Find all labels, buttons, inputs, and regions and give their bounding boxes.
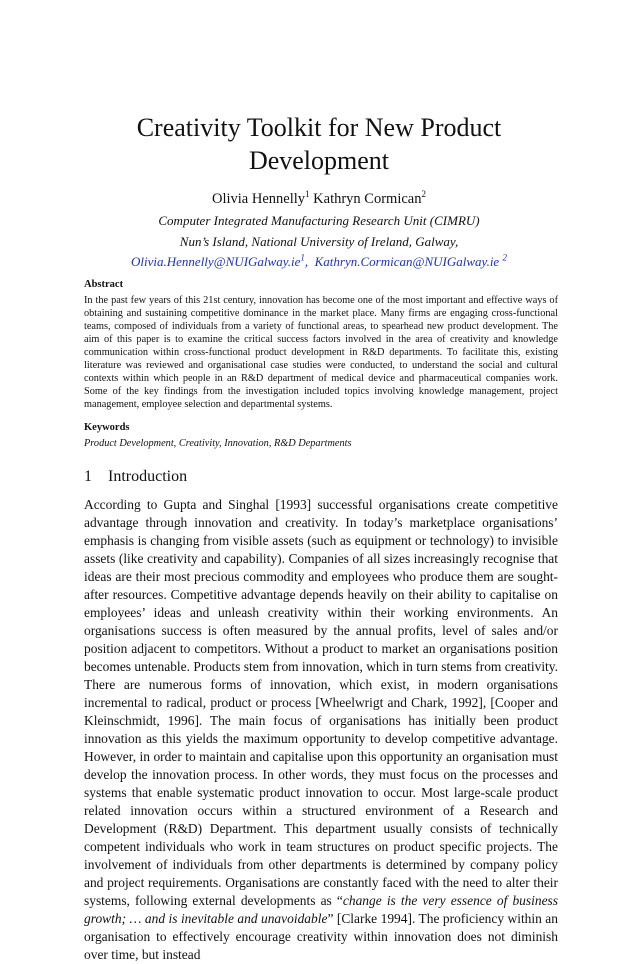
- paper-title: [0, 111, 638, 177]
- introduction-text-part-2: ” [Clarke 1994]. The proficiency within an organisation to effectively encourage creativity within innovation does not diminish over time, but instead: [84, 911, 558, 963]
- email-1-superscript: 1: [300, 252, 305, 263]
- introduction-quote: change is the very essence of business growth; … and is inevitable and unavoidable: [84, 893, 558, 927]
- affiliation-line-1: Computer Integrated Manufacturing Research Unit (CIMRU): [158, 213, 480, 228]
- author-1-superscript: 1: [305, 189, 310, 200]
- introduction-body: [84, 496, 558, 964]
- section-title: Introduction: [108, 468, 188, 485]
- paper-title-line-2: Development: [248, 146, 390, 175]
- author-2-name: Kathryn Cormican: [313, 191, 422, 207]
- email-link-2[interactable]: Kathryn.Cormican@NUIGalway.ie: [314, 254, 500, 269]
- abstract-text: In the past few years of this 21st century, innovation has become one of the most important and effective ways of obtaining and sustaining competitive dominance in the market place. Many firms are engaging cross-functional teams, composed of individuals from a variety of functional areas, to spearhead new product development. The aim of this paper is to examine the critical success factors involved in the area of creativity and knowledge communication within cross-functional product development in R&D departments. To facilitate this, existing literature was reviewed and organisational case studies were conducted, to understand the social and cultural contexts within which people in an R&D department of medical device and pharmaceutical companies work. Some of the key findings from the investigation included topics involving knowledge management, project management, employee selection and departmental systems.: [84, 295, 558, 411]
- author-list: [0, 190, 638, 208]
- author-emails: [0, 254, 638, 270]
- keywords-text: Product Development, Creativity, Innovation, R&D Departments: [84, 438, 352, 449]
- author-2-superscript: 2: [421, 189, 426, 200]
- paper-title-line-1: Creativity Toolkit for New Product: [136, 113, 502, 142]
- section-number: 1: [84, 468, 92, 485]
- introduction-text-part-1: According to Gupta and Singhal [1993] successful organisations create competitive advantage through innovation and creativity. In today’s marketplace organisations’ emphasis is changing from visible assets (such as equipment or technology) to invisible assets (like creativity and capability). Companies of all sizes increasingly recognise that ideas are their most precious commodity and employees who produce them are sought-after resources. Competitive advantage depends heavily on their ability to capitalise on employees’ ideas and unleash creativity within their working environments. An organisations success is often measured by the annual profits, level of sales and/or position adjacent to competitors. Without a product to market an organisations position becomes untenable. Products stem from innovation, which in turn stems from creativity. There are numerous forms of innovation, which exist, in modern organisations incremental to radical, product or process [Wheelwrigt and Chark, 1992], [Cooper and Kleinschmidt, 1996]. The main focus of organisations has initially been product innovation as this yields the maximum opportunity to develop competitive advantage. However, in order to maintain and capitalise upon this opportunity an organisation must develop the innovation process. In other words, they must focus on the processes and systems that enable systematic product innovation to occur. Most large-scale product related innovation occurs within a structured environment of a Research and Development (R&D) Department. This department usually consists of technically competent individuals who work in team structures on product specific projects. The involvement of individuals from other departments is determined by company policy and project requirements. Organisations are constantly faced with the need to alter their systems, following external developments as “: [84, 497, 558, 909]
- email-2-superscript: 2: [502, 252, 507, 263]
- introduction-heading: [84, 467, 187, 487]
- affiliation-line-2: Nun’s Island, National University of Ireland, Galway,: [179, 234, 459, 249]
- abstract-heading: Abstract: [84, 279, 124, 290]
- keywords-heading: Keywords: [84, 422, 130, 433]
- email-separator: ,: [304, 254, 309, 269]
- author-1-name: Olivia Hennelly: [212, 191, 306, 207]
- email-link-1[interactable]: Olivia.Hennelly@NUIGalway.ie: [131, 254, 301, 269]
